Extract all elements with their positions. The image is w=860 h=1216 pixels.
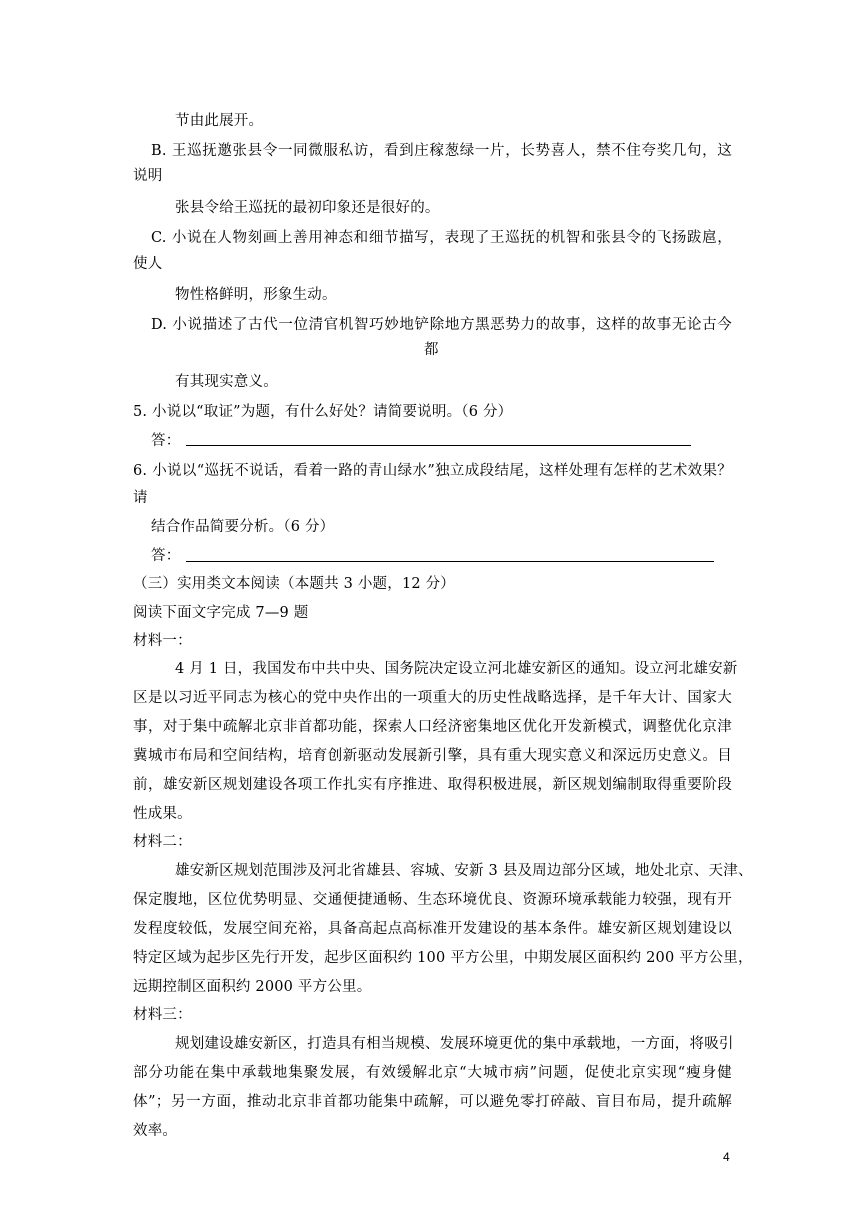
material-2-line: 远期控制区面积约 2000 平方公里。 — [133, 979, 372, 995]
text-line: 节由此展开。 — [175, 113, 264, 129]
text-line: 有其现实意义。 — [175, 374, 278, 390]
material-2-line: 发程度较低，发展空间充裕，具备高起点高标准开发建设的基本条件。雄安新区规划建设以 — [133, 921, 732, 937]
material-1-line: 事，对于集中疏解北京非首都功能，探索人口经济密集地区优化开发新模式，调整优化京津 — [133, 719, 732, 735]
text-line: 物性格鲜明，形象生动。 — [175, 287, 337, 303]
material-3-heading: 材料三： — [133, 1007, 192, 1023]
option-b-line: B. 王巡抚邀张县令一同微服私访，看到庄稼葱绿一片，长势喜人，禁不住夸奖几句，这 — [151, 143, 732, 159]
material-3-line: 效率。 — [133, 1123, 178, 1139]
material-1-heading: 材料一： — [133, 633, 192, 649]
answer-label: 答： — [151, 548, 181, 564]
option-c-line: C. 小说在人物刻画上善用神态和细节描写，表现了王巡抚的机智和张县令的飞扬跋扈， — [151, 230, 732, 246]
material-1-line: 4 月 1 日，我国发布中共中央、国务院决定设立河北雄安新区的通知。设立河北雄安新 — [175, 661, 738, 677]
material-2-line: 保定腹地，区位优势明显、交通便捷通畅、生态环境优良、资源环境承载能力较强，现有开 — [133, 892, 732, 908]
text-line: 都 — [424, 342, 439, 358]
material-3-line: 规划建设雄安新区，打造具有相当规模、发展环境更优的集中承载地，一方面，将吸引 — [175, 1036, 734, 1052]
text-line: 使人 — [133, 256, 163, 272]
answer-blank-line — [186, 445, 691, 446]
material-2-heading: 材料二： — [133, 834, 192, 850]
page-number: 4 — [723, 1150, 730, 1164]
text-line: 张县令给王巡抚的最初印象还是很好的。 — [175, 200, 440, 216]
text-line: 结合作品简要分析。（6 分） — [151, 519, 335, 535]
material-1-line: 性成果。 — [133, 806, 192, 822]
material-3-line: 体”；另一方面，推动北京非首都功能集中疏解，可以避免零打碎敲、盲目布局，提升疏解 — [133, 1094, 732, 1110]
material-1-line: 前，雄安新区规划建设各项工作扎实有序推进、取得积极进展，新区规划编制取得重要阶段 — [133, 777, 732, 793]
option-d-line: D. 小说描述了古代一位清官机智巧妙地铲除地方黑恶势力的故事，这样的故事无论古今 — [151, 317, 732, 333]
section-heading: （三）实用类文本阅读（本题共 3 小题，12 分） — [133, 576, 456, 592]
answer-label: 答： — [151, 433, 181, 449]
text-line: 说明 — [133, 168, 163, 184]
instruction-line: 阅读下面文字完成 7—9 题 — [133, 605, 309, 621]
question-6: 6. 小说以“巡抚不说话，看着一路的青山绿水”独立成段结尾，这样处理有怎样的艺术效果？ — [133, 463, 732, 479]
material-1-line: 区是以习近平同志为核心的党中央作出的一项重大的历史性战略选择，是千年大计、国家大 — [133, 690, 732, 706]
material-1-line: 冀城市布局和空间结构，培育创新驱动发展新引擎，具有重大现实意义和深远历史意义。目 — [133, 748, 732, 764]
material-2-line: 雄安新区规划范围涉及河北省雄县、容城、安新 3 县及周边部分区域，地处北京、天津、 — [175, 863, 753, 879]
question-5: 5. 小说以“取证”为题，有什么好处？请简要说明。（6 分） — [133, 404, 513, 420]
text-line: 请 — [133, 490, 148, 506]
material-2-line: 特定区域为起步区先行开发，起步区面积约 100 平方公里，中期发展区面积约 200 平方公里， — [133, 950, 753, 966]
material-3-line: 部分功能在集中承载地集聚发展，有效缓解北京“大城市病”问题，促使北京实现“瘦身健 — [133, 1065, 732, 1081]
answer-blank-line — [186, 561, 714, 562]
